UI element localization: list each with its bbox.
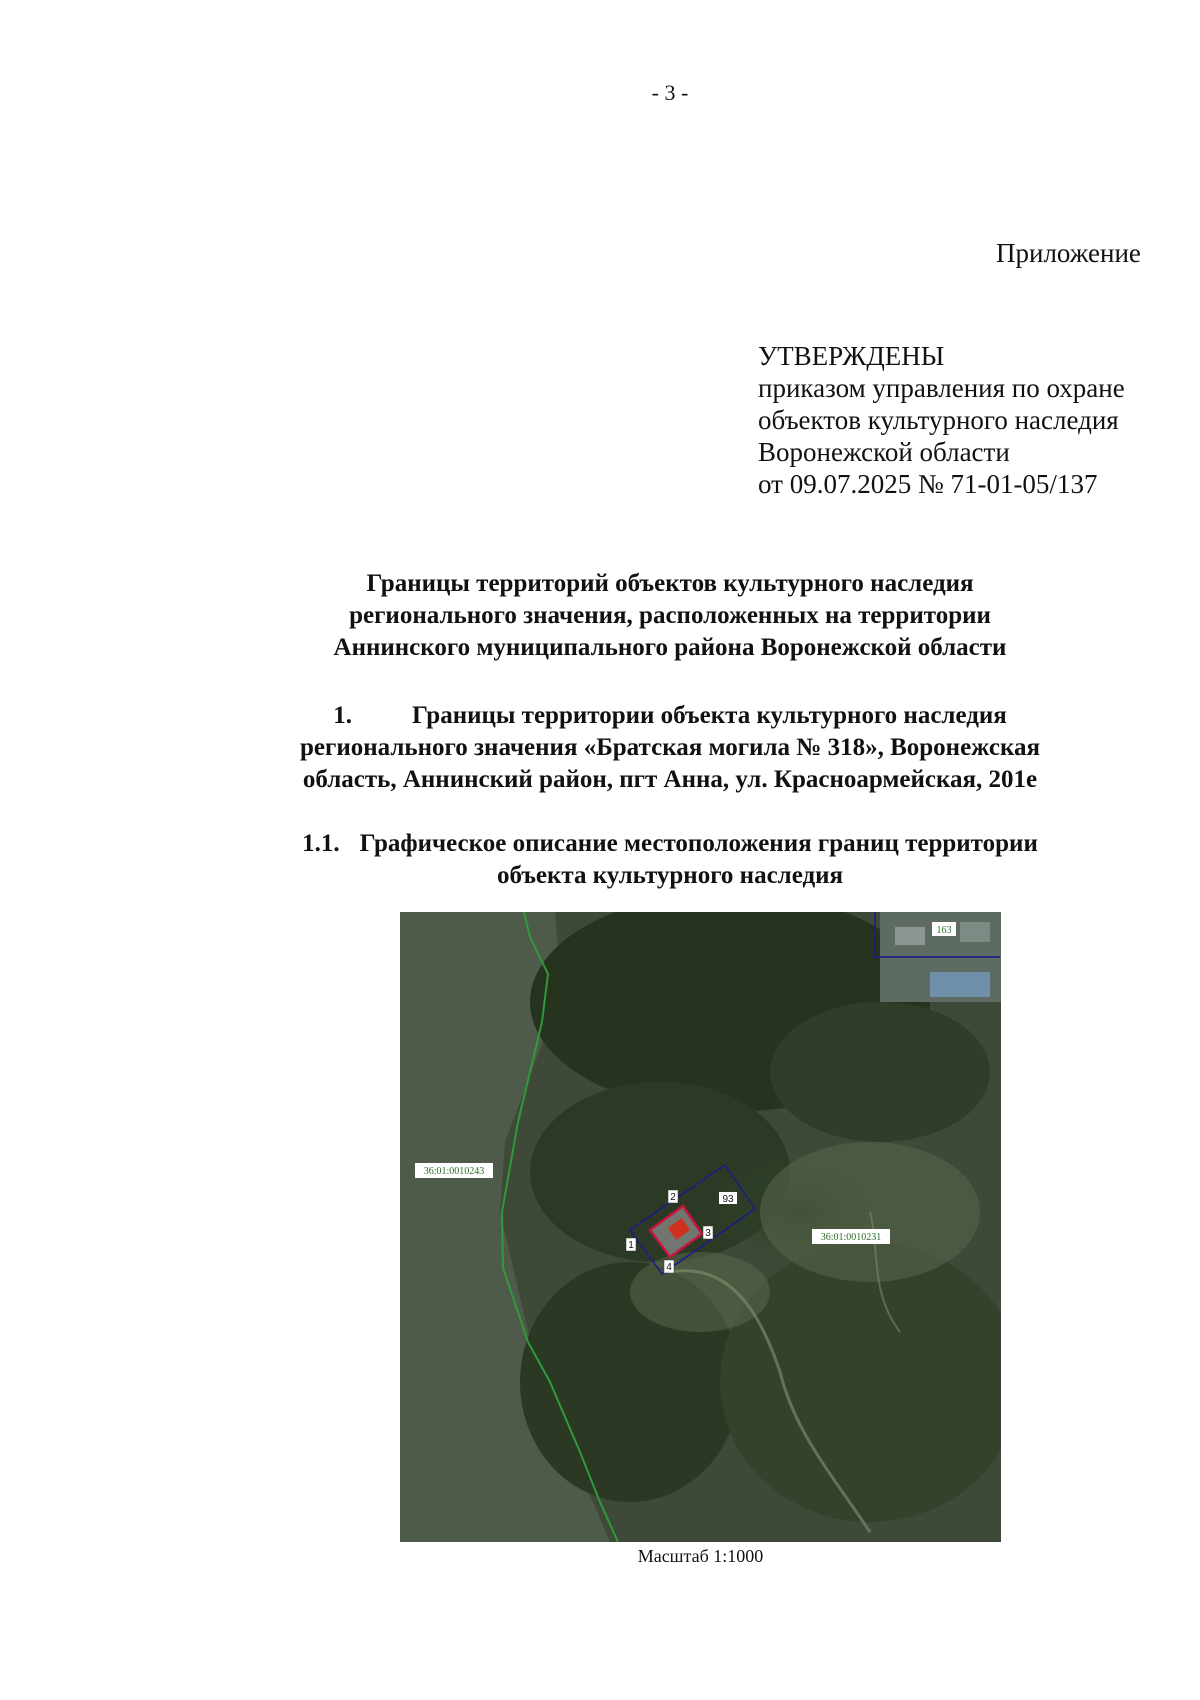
section-line: объекта культурного наследия	[496, 862, 844, 889]
section-1-1-heading	[0, 828, 1200, 892]
map-scale-label: Масштаб 1:1000	[637, 1546, 764, 1566]
approval-line: Воронежской области	[758, 437, 1010, 467]
section-line: регионального значения «Братская могила № 318», Воронежская	[299, 734, 1040, 761]
approval-block	[758, 340, 1125, 500]
boundary-point-label: 2	[670, 1192, 676, 1203]
title-line: Аннинского муниципального района Воронежской области	[333, 634, 1007, 661]
section-line: Границы территории объекта культурного наследия	[411, 702, 1007, 729]
parcel-label-top: 163	[936, 925, 952, 936]
aerial-map-image	[400, 912, 1001, 1542]
title-line: регионального значения, расположенных на территории	[349, 602, 991, 629]
boundary-map	[400, 912, 1001, 1542]
approval-line: объектов культурного наследия	[758, 405, 1119, 435]
approval-line: приказом управления по охране	[758, 373, 1125, 403]
parcel-label-right: 36:01:0010231	[820, 1232, 882, 1243]
appendix-label: Приложение	[996, 238, 1141, 268]
section-number: 1.	[333, 702, 352, 729]
approval-order-number: от 09.07.2025 № 71-01-05/137	[758, 469, 1098, 499]
boundary-point-label: 4	[666, 1262, 672, 1273]
boundary-point-label: 1	[628, 1240, 634, 1251]
section-1-heading	[0, 700, 1200, 796]
section-line: область, Аннинский район, пгт Анна, ул. Красноармейская, 201е	[302, 766, 1038, 793]
parcel-label-left: 36:01:0010243	[423, 1166, 485, 1177]
section-line: Графическое описание местоположения границ территории	[359, 830, 1038, 857]
title-line: Границы территорий объектов культурного наследия	[366, 570, 974, 597]
document-title	[0, 568, 1200, 664]
approval-heading: УТВЕРЖДЕНЫ	[758, 341, 945, 371]
section-number: 1.1.	[302, 830, 340, 857]
parcel-label-object: 93	[722, 1194, 734, 1205]
page-number: - 3 -	[651, 80, 689, 105]
boundary-point-label: 3	[705, 1228, 711, 1239]
